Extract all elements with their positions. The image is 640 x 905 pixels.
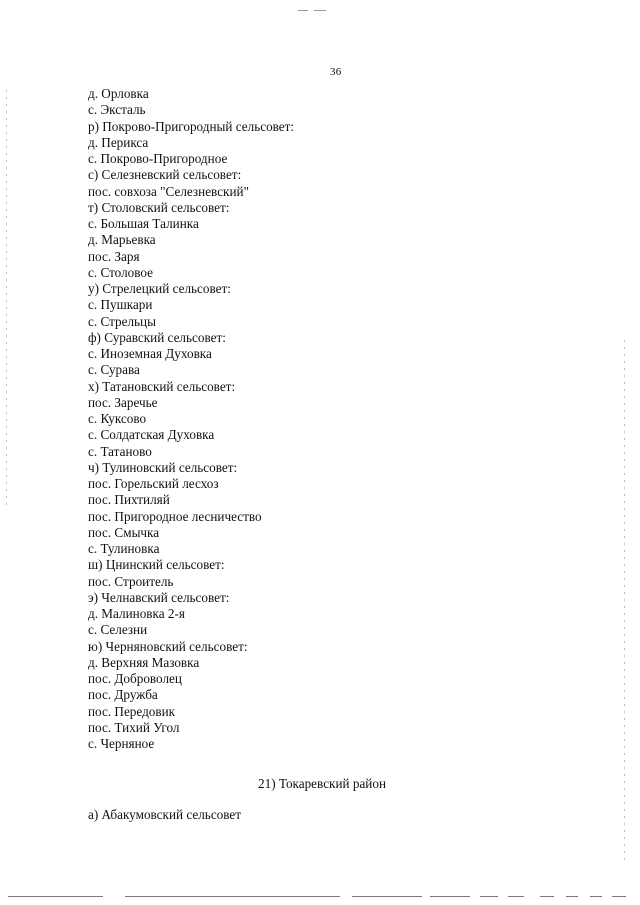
list-item: р) Покрово-Пригородный сельсовет: <box>88 118 295 134</box>
list-item: д. Марьевка <box>88 232 156 248</box>
list-item: ч) Тулиновский сельсовет: <box>88 459 238 475</box>
list-item: с. Эксталь <box>88 102 146 118</box>
scan-bottom-line <box>590 896 602 897</box>
list-item: с) Селезневский сельсовет: <box>88 167 242 183</box>
subsection-heading: а) Абакумовский сельсовет <box>88 807 242 822</box>
list-item: пос. совхоза "Селезневский" <box>88 183 249 199</box>
list-item: с. Селезни <box>88 622 148 638</box>
list-item: пос. Передовик <box>88 703 176 719</box>
list-item: пос. Пихтиляй <box>88 492 170 508</box>
list-item: х) Татановский сельсовет: <box>88 378 236 394</box>
list-item: э) Челнавский сельсовет: <box>88 589 230 605</box>
list-item: с. Большая Талинка <box>88 216 199 231</box>
scan-bottom-line <box>352 896 422 897</box>
scan-bottom-line <box>612 896 626 897</box>
list-item: д. Верхняя Мазовка <box>88 654 200 670</box>
list-item: с. Тулиновка <box>88 541 160 556</box>
scan-bottom-line <box>566 896 578 897</box>
scan-mark-top <box>298 10 308 11</box>
list-item: с. Черняное <box>88 736 155 751</box>
list-item: с. Пушкари <box>88 297 153 313</box>
list-item: т) Столовский сельсовет: <box>88 199 230 215</box>
list-item: пос. Заречье <box>88 394 158 410</box>
list-item: с. Татаново <box>88 443 152 459</box>
scan-bottom-line <box>480 896 498 897</box>
list-item: с. Солдатская Духовка <box>88 427 215 443</box>
list-item: ю) Черняновский сельсовет: <box>88 638 248 654</box>
list-item: д. Орловка <box>88 86 149 101</box>
list-item: с. Стрельцы <box>88 313 156 329</box>
list-item: ф) Суравский сельсовет: <box>88 329 226 345</box>
scan-edge-left <box>6 90 7 510</box>
district-heading: 21) Токаревский район <box>258 776 387 791</box>
list-item: д. Перикса <box>88 134 149 150</box>
list-item: у) Стрелецкий сельсовет: <box>88 281 231 296</box>
list-item: пос. Смычка <box>88 524 160 540</box>
scan-bottom-line <box>430 896 470 897</box>
list-item: с. Куксово <box>88 411 147 426</box>
list-item: пос. Доброволец <box>88 671 182 686</box>
list-item: ш) Цнинский сельсовет: <box>88 557 225 573</box>
list-item: д. Малиновка 2-я <box>88 606 185 621</box>
scan-bottom-line <box>508 896 524 897</box>
list-item: с. Покрово-Пригородное <box>88 151 228 166</box>
scan-bottom-line <box>125 896 340 897</box>
settlement-list <box>88 86 294 752</box>
list-item: пос. Горельский лесхоз <box>88 476 219 491</box>
list-item: пос. Строитель <box>88 573 174 589</box>
list-item: пос. Пригородное лесничество <box>88 508 262 524</box>
scan-edge-right <box>624 340 625 860</box>
list-item: с. Столовое <box>88 264 153 280</box>
page-number: 36 <box>330 66 342 78</box>
scan-bottom-line <box>540 896 554 897</box>
list-item: пос. Заря <box>88 248 140 264</box>
scan-bottom-line <box>8 896 103 897</box>
list-item: пос. Дружба <box>88 687 158 703</box>
scan-mark-top <box>314 10 326 11</box>
list-item: пос. Тихий Угол <box>88 719 180 735</box>
list-item: с. Сурава <box>88 362 140 378</box>
list-item: с. Иноземная Духовка <box>88 346 212 361</box>
